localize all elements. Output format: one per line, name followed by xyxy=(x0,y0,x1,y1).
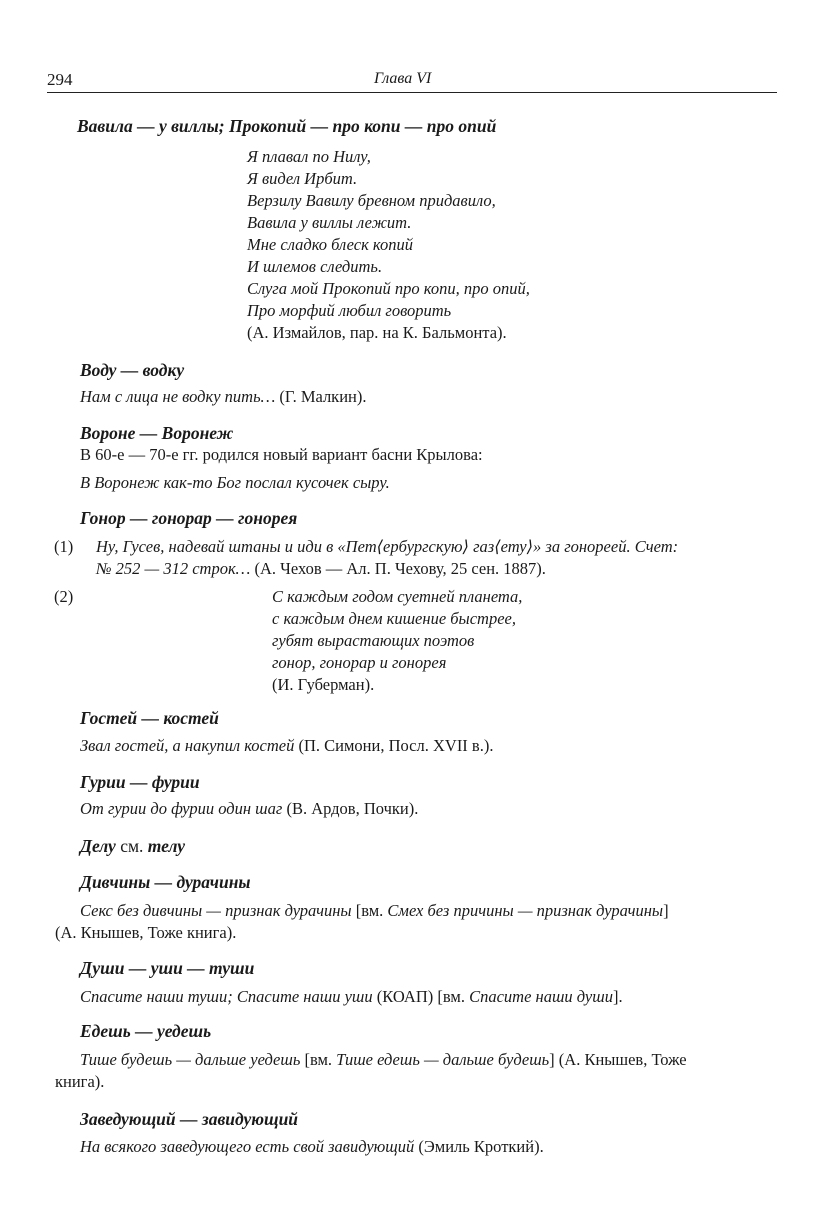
example-number: (1) xyxy=(54,537,74,556)
quote: Тише едешь — дальше будешь xyxy=(336,1050,550,1069)
entry-heading: Заведующий — завидующий xyxy=(80,1109,299,1129)
source: (А. Кнышев, Тоже книга). xyxy=(55,923,237,942)
entry-heading: Души — уши — туши xyxy=(80,958,255,978)
entry-heading: Едешь — уедешь xyxy=(80,1021,212,1041)
chapter-title: Глава VI xyxy=(374,70,432,87)
verse-line: Вавила у виллы лежит. xyxy=(247,213,412,232)
page-number: 294 xyxy=(47,70,73,89)
entry-example xyxy=(80,735,493,757)
entry-example xyxy=(96,558,546,580)
verse-source: (И. Губерман). xyxy=(272,675,375,694)
entry-example xyxy=(80,986,623,1008)
verse-source: (А. Измайлов, пар. на К. Бальмонта). xyxy=(247,323,507,342)
cross-ref-target: телу xyxy=(147,836,186,856)
entry-heading: Воду — водку xyxy=(80,360,185,380)
source: (Эмиль Кроткий). xyxy=(414,1137,544,1156)
verse-line: Про морфий любил говорить xyxy=(247,301,452,320)
entry-heading xyxy=(80,836,185,857)
entry-heading: Дивчины — дурачины xyxy=(80,872,251,892)
quote: От гурии до фурии один шаг xyxy=(80,799,283,818)
verse-line: Верзилу Вавилу бревном придавило, xyxy=(247,191,496,210)
text: [вм. xyxy=(351,901,388,920)
verse-line: Я плавал по Нилу, xyxy=(247,147,371,166)
source: (В. Ардов, Почки). xyxy=(282,799,419,818)
headword: Делу xyxy=(80,836,116,856)
entry-heading: Вороне — Воронеж xyxy=(80,423,234,443)
quote: № 252 — 312 строк… xyxy=(96,559,251,578)
verse-block xyxy=(247,146,530,344)
quote: На всякого заведующего есть свой завидующий xyxy=(80,1137,415,1156)
text: ]. xyxy=(612,987,623,1006)
entry-example xyxy=(80,1136,544,1158)
verse-line: губят вырастающих поэтов xyxy=(272,631,475,650)
example-number: (2) xyxy=(54,587,74,606)
entry-example xyxy=(80,386,366,408)
source: книга). xyxy=(55,1072,105,1091)
entry-heading: Гурии — фурии xyxy=(80,772,200,792)
quote: Спасите наши души xyxy=(469,987,613,1006)
quote: Смех без причины — признак дурачины xyxy=(387,901,664,920)
source: (А. Чехов — Ал. П. Чехову, 25 сен. 1887). xyxy=(250,559,546,578)
quote: Тише будешь — дальше уедешь xyxy=(80,1050,301,1069)
source: (Г. Малкин). xyxy=(275,387,367,406)
verse-line: гонор, гонорар и гонорея xyxy=(272,653,447,672)
entry-heading: Гостей — костей xyxy=(80,708,219,728)
verse-line: Я видел Ирбит. xyxy=(247,169,358,188)
text: ] xyxy=(663,901,669,920)
entry-text: В 60-е — 70-е гг. родился новый вариант басни Крылова: xyxy=(80,445,483,464)
cross-ref-label: см. xyxy=(115,836,148,856)
running-header xyxy=(47,68,777,93)
text: ] (А. Кнышев, Тоже xyxy=(549,1050,687,1069)
text: (КОАП) [вм. xyxy=(372,987,470,1006)
verse-line: Мне сладко блеск копий xyxy=(247,235,414,254)
quote: В Воронеж как-то Бог послал кусочек сыру. xyxy=(80,473,390,492)
entry-example xyxy=(80,798,418,820)
quote: Нам с лица не водку пить… xyxy=(80,387,276,406)
verse-line: С каждым годом суетней планета, xyxy=(272,587,523,606)
quote: Секс без дивчины — признак дурачины xyxy=(80,901,352,920)
verse-line: И шлемов следить. xyxy=(247,257,383,276)
text: [вм. xyxy=(300,1050,337,1069)
entry-example xyxy=(80,900,669,922)
quote: Звал гостей, а накупил костей xyxy=(80,736,295,755)
verse-line: Слуга мой Прокопий про копи, про опий, xyxy=(247,279,530,298)
source: (П. Симони, Посл. XVII в.). xyxy=(294,736,494,755)
entry-example xyxy=(80,1049,687,1071)
quote: Спасите наши туши; Спасите наши уши xyxy=(80,987,373,1006)
entry-heading: Гонор — гонорар — гонорея xyxy=(80,508,298,528)
verse-line: с каждым днем кишение быстрее, xyxy=(272,609,516,628)
entry-heading: Вавила — у виллы; Прокопий — про копи — про опий xyxy=(77,116,497,136)
verse-block xyxy=(272,586,522,696)
quote: Ну, Гусев, надевай штаны и иди в «Пет⟨ербургскую⟩ газ⟨ету⟩» за гонореей. Счет: xyxy=(96,537,679,556)
